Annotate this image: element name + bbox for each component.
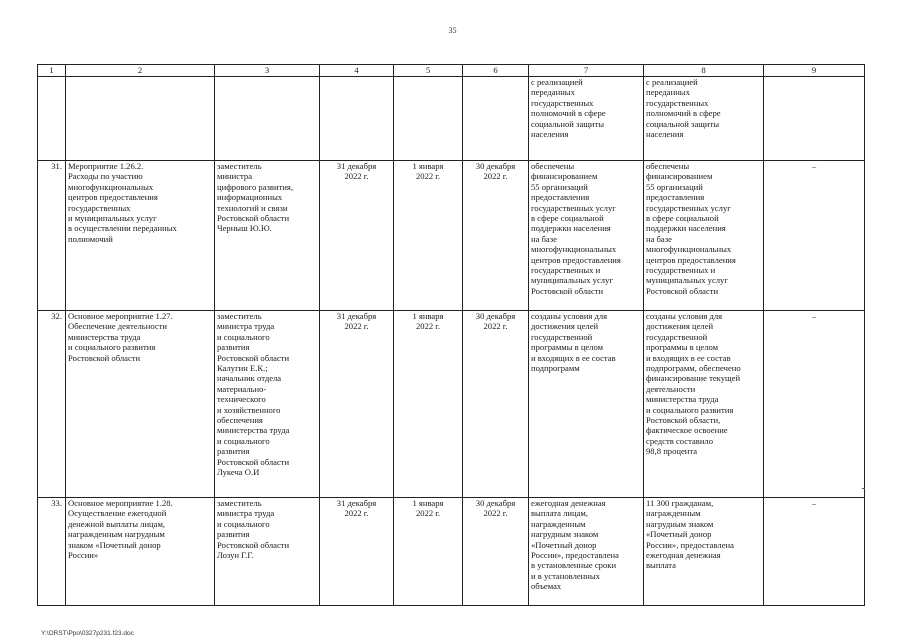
header-row: [38, 65, 865, 77]
empty-cell: [215, 77, 320, 161]
start-date-cell: 31 декабря 2022 г.: [320, 498, 394, 606]
header-cell: 3: [215, 65, 320, 77]
deadline-cell: 30 декабря 2022 г.: [463, 498, 529, 606]
deadline-cell: 30 декабря 2022 г.: [463, 161, 529, 311]
header-cell: 9: [764, 65, 865, 77]
executor-cell: заместитель министра труда и социального развития Ростовской области Лозун Г.Г.: [215, 498, 320, 606]
actual-result-cell: созданы условия для достижения целей государственной программы в целом и входящих в ее состав подпрограмм, обеспечено финансирование текущей деятельности министерства труда и социального развития Ростовской области, фактическое освоение средств составило 98,8 процента: [644, 311, 764, 498]
planned-result-cell: обеспечены финансированием 55 организаций предоставления государственных услуг в сфере социальной поддержки населения на базе многофункциональных центров предоставления государственных и муниципальных услуг Ростовской области: [529, 161, 644, 311]
start-date-cell: 31 декабря 2022 г.: [320, 311, 394, 498]
row-number: 31.: [38, 161, 66, 311]
empty-cell: [66, 77, 215, 161]
planned-result-cell: созданы условия для достижения целей государственной программы в целом и входящих в ее состав подпрограмм: [529, 311, 644, 498]
empty-cell: [320, 77, 394, 161]
end-date-cell: 1 января 2022 г.: [394, 498, 463, 606]
measure-name-cell: Основное мероприятие 1.27. Обеспечение деятельности министерства труда и социального развития Ростовской области: [66, 311, 215, 498]
deadline-cell: 30 декабря 2022 г.: [463, 311, 529, 498]
continuation-row: [38, 77, 865, 161]
header-cell: 2: [66, 65, 215, 77]
executor-cell: заместитель министра труда и социального развития Ростовской области Калугин Е.К.; начальник отдела материально- технического и хозяйственного обеспечения министерства труда и социального развития Ростовской области Лукеча О.И: [215, 311, 320, 498]
executor-cell: заместитель министра цифрового развития, информационных технологий и связи Ростовской области Черныш Ю.Ю.: [215, 161, 320, 311]
empty-cell: [764, 77, 865, 161]
end-date-cell: 1 января 2022 г.: [394, 311, 463, 498]
table-row: [38, 161, 865, 311]
row-number: 33.: [38, 498, 66, 606]
start-date-cell: 31 декабря 2022 г.: [320, 161, 394, 311]
actual-result-cell: 11 300 гражданам, награжденным нагрудным знаком «Почетный донор России», предоставлена ежегодная денежная выплата: [644, 498, 764, 606]
measure-name-cell: Основное мероприятие 1.28. Осуществление ежегодной денежной выплаты лицам, награжденным нагрудным знаком «Почетный донор России»: [66, 498, 215, 606]
table-row: [38, 311, 865, 498]
header-cell: 8: [644, 65, 764, 77]
actual-result-cell: обеспечены финансированием 55 организаций предоставления государственных услуг в сфере социальной поддержки населения на базе многофункциональных центров предоставления государственных и муниципальных услуг Ростовской области: [644, 161, 764, 311]
header-cell: 5: [394, 65, 463, 77]
measure-name-cell: Мероприятие 1.26.2. Расходы по участию многофункциональных центров предоставления государственных и муниципальных услуг в осуществлении переданных полномочий: [66, 161, 215, 311]
scan-mark: [862, 488, 865, 489]
empty-cell: [394, 77, 463, 161]
note-cell: –: [764, 311, 865, 498]
empty-cell: [38, 77, 66, 161]
table-row: [38, 498, 865, 606]
header-cell: 7: [529, 65, 644, 77]
row-number: 32.: [38, 311, 66, 498]
note-cell: –: [764, 161, 865, 311]
planned-result-cell: ежегодная денежная выплата лицам, награжденным нагрудным знаком «Почетный донор России», предоставлена в установленные сроки и в установленных объемах: [529, 498, 644, 606]
report-table: [37, 64, 865, 606]
planned-result-cell: с реализацией переданных государственных полномочий в сфере социальной защиты населения: [529, 77, 644, 161]
header-cell: 6: [463, 65, 529, 77]
empty-cell: [463, 77, 529, 161]
page-number: 35: [448, 26, 457, 35]
header-cell: 1: [38, 65, 66, 77]
end-date-cell: 1 января 2022 г.: [394, 161, 463, 311]
header-cell: 4: [320, 65, 394, 77]
footer-file-path: Y:\ORST\Ppo\0327p231.f23.doc: [41, 630, 134, 637]
actual-result-cell: с реализацией переданных государственных полномочий в сфере социальной защиты населения: [644, 77, 764, 161]
note-cell: –: [764, 498, 865, 606]
